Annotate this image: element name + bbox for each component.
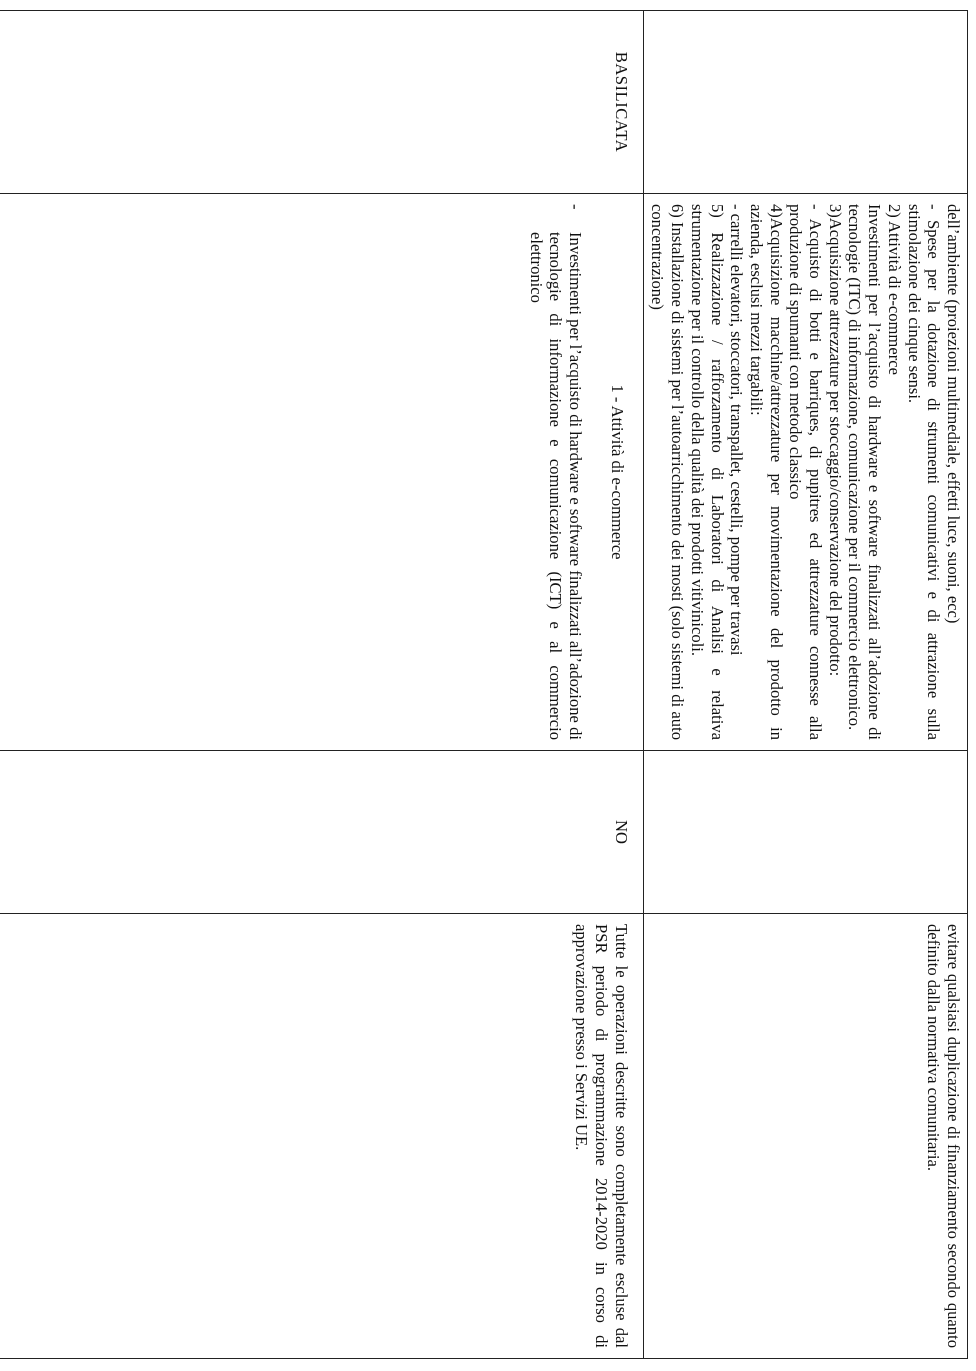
- activity-line: 3)Acquisizione attrezzature per stoccaggio/conservazione del prodotto:: [825, 204, 845, 677]
- table-row: [643, 11, 967, 1359]
- answer-cell: [0, 751, 643, 914]
- bullet-dash: -: [566, 204, 586, 210]
- activities-cell: [0, 194, 643, 751]
- activity-bullet: [526, 204, 585, 740]
- activity-title: 1 - Attività di e-commerce: [607, 384, 627, 560]
- notes-text: Tutte le operazioni descritte sono completamente escluse dal PSR periodo di programmazione 2014-2020 in corso di approvazione presso i Servizi UE.: [572, 924, 631, 1348]
- notes-cell: [0, 914, 643, 1359]
- notes-cell: [643, 914, 967, 1359]
- activity-line: - carrelli elevatori, stoccatori, transpallet, cestelli, pompe per travasi: [727, 204, 747, 656]
- activity-text: Investimenti per l’acquisto di hardware e software finalizzati all’adozione di tecnologie di informazione e comunicazione (ICT) e al commercio elettronico: [526, 232, 586, 740]
- activity-line: 4)Acquisizione macchine/attrezzature per movimentazione del prodotto in azienda, esclusi mezzi targabili:: [746, 204, 786, 740]
- region-cell: [643, 11, 967, 194]
- activity-line: 6) Installazione di sistemi per l’autoarricchimento dei mosti (solo sistemi di auto concentrazione): [648, 204, 688, 740]
- table-row: [0, 11, 643, 1359]
- region-cell: [0, 11, 643, 194]
- notes-text: evitare qualsiasi duplicazione di finanziamento secondo quanto definito dalla normativa comunitaria.: [924, 924, 963, 1348]
- activity-line: Investimenti per l’acquisto di hardware e software finalizzati all’adozione di tecnologie (ITC) di informazione, comunicazione per il commercio elettronico.: [845, 204, 885, 740]
- region-name: BASILICATA: [611, 51, 631, 153]
- activity-line: 2) Attività di e-commerce: [884, 204, 904, 375]
- activity-line: - Spese per la dotazione di strumenti comunicativi e di attrazione sulla stimolazione dei cinque sensi.: [904, 204, 944, 740]
- activity-line: dell’ambiente (proiezioni multimediale, effetti luce, suoni, ecc): [944, 204, 963, 624]
- activity-line: 5) Realizzazione / rafforzamento di Laboratori di Analisi e relativa strumentazione per il controllo della qualità dei prodotti vitivinicoli.: [687, 204, 727, 740]
- measures-table: [0, 10, 968, 1359]
- activities-cell: [643, 194, 967, 751]
- answer-value: NO: [611, 820, 631, 844]
- activity-line: - Acquisto di botti e barriques, di pupitres ed attrezzature connesse alla produzione di spumanti con metodo classico: [786, 204, 826, 740]
- answer-cell: [643, 751, 967, 914]
